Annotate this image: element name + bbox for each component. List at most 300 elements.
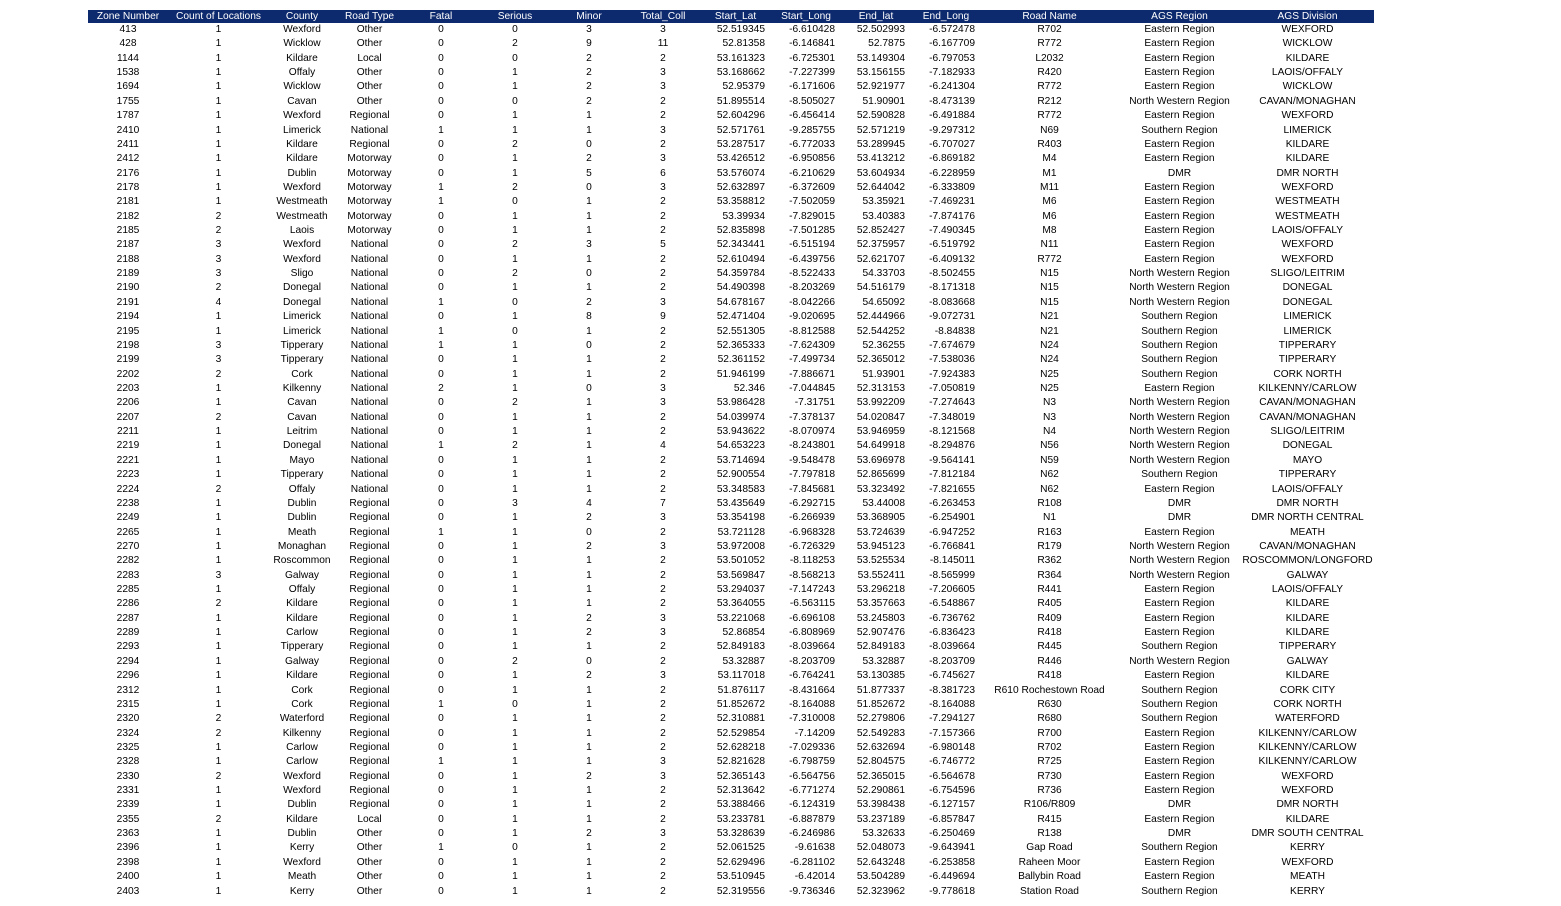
county-cell: Dublin	[287, 828, 317, 840]
header-total-coll[interactable]: Total_Coll	[626, 10, 700, 23]
fatal-cell: 0	[438, 641, 444, 653]
end-long-cell: -8.083668	[929, 296, 975, 308]
road-name-cell: R403	[1037, 138, 1062, 150]
count-cell: 1	[215, 526, 222, 538]
end-long-cell: -8.502455	[929, 268, 975, 280]
ags-region-cell: Eastern Region	[1144, 770, 1215, 782]
start-lat-cell: 53.576074	[716, 167, 765, 179]
serious-cell: 1	[512, 598, 518, 610]
total-coll-cell: 2	[660, 584, 666, 596]
count-cell: 1	[215, 440, 222, 452]
table-row[interactable]	[88, 439, 1374, 453]
start-lat-cell: 52.821628	[716, 756, 765, 768]
end-long-cell: -8.294876	[929, 440, 975, 452]
start-lat-cell: 54.678167	[716, 296, 765, 308]
start-lat-cell: 53.32887	[722, 655, 765, 667]
end-lat-cell: 52.544252	[856, 325, 905, 337]
count-cell: 1	[215, 741, 222, 753]
table-row[interactable]	[88, 80, 1374, 94]
ags-region-cell: Eastern Region	[1144, 81, 1215, 93]
start-lat-cell: 52.571761	[716, 124, 765, 136]
minor-cell: 1	[586, 842, 592, 854]
end-lat-cell: 52.849183	[856, 641, 905, 653]
end-lat-cell: 52.048073	[856, 842, 905, 854]
zone-number-cell: 2339	[116, 799, 140, 811]
total-coll-cell: 2	[660, 325, 666, 337]
table-row[interactable]	[88, 195, 1374, 209]
serious-cell: 1	[512, 713, 518, 725]
zone-number-cell: 2363	[116, 828, 140, 840]
ags-region-cell: North Western Region	[1129, 454, 1230, 466]
road-name-cell: R702	[1037, 741, 1062, 753]
county-cell: Kilkenny	[282, 727, 322, 739]
road-name-cell: R700	[1037, 727, 1062, 739]
start-long-cell: -9.285755	[789, 124, 835, 136]
start-lat-cell: 53.943622	[716, 426, 765, 438]
county-cell: Cavan	[287, 411, 317, 423]
road-type-cell: National	[350, 268, 389, 280]
zone-number-cell: 2331	[116, 785, 140, 797]
road-type-cell: Regional	[349, 569, 390, 581]
road-type-cell: National	[350, 296, 389, 308]
table-row[interactable]	[88, 698, 1374, 712]
county-cell: Roscommon	[273, 555, 331, 567]
start-lat-cell: 53.426512	[716, 153, 765, 165]
road-name-cell: R441	[1037, 584, 1062, 596]
end-long-cell: -6.869182	[929, 153, 975, 165]
count-cell: 1	[215, 95, 222, 107]
table-row[interactable]	[88, 138, 1374, 152]
start-long-cell: -9.736346	[789, 885, 835, 897]
start-lat-cell: 52.86854	[722, 627, 765, 639]
table-row[interactable]	[88, 37, 1374, 51]
total-coll-cell: 3	[660, 670, 666, 682]
table-row[interactable]	[88, 856, 1374, 870]
table-row[interactable]	[88, 109, 1374, 123]
table-row[interactable]	[88, 396, 1374, 410]
table-row[interactable]	[88, 712, 1374, 726]
table-row[interactable]	[88, 483, 1374, 497]
table-row[interactable]	[88, 669, 1374, 683]
table-row[interactable]	[88, 325, 1374, 339]
end-lat-cell: 53.323492	[856, 483, 905, 495]
start-lat-cell: 53.117018	[717, 670, 765, 682]
total-coll-cell: 2	[660, 411, 666, 423]
road-type-cell: National	[350, 325, 389, 337]
road-type-cell: Regional	[349, 526, 390, 538]
ags-region-cell: DMR	[1167, 497, 1192, 509]
total-coll-cell: 6	[660, 167, 666, 179]
serious-cell: 1	[512, 382, 518, 394]
table-row[interactable]	[88, 52, 1374, 66]
table-row[interactable]	[88, 310, 1374, 324]
end-lat-cell: 53.945123	[856, 540, 905, 552]
ags-division-cell: WICKLOW	[1282, 81, 1333, 93]
total-coll-cell: 2	[660, 469, 666, 481]
table-row[interactable]	[88, 382, 1374, 396]
count-cell: 1	[215, 311, 222, 323]
total-coll-cell: 2	[660, 110, 666, 122]
serious-cell: 1	[512, 799, 518, 811]
county-cell: Dublin	[287, 167, 317, 179]
road-name-cell: R772	[1037, 81, 1062, 93]
road-type-cell: Motorway	[347, 153, 392, 165]
zone-number-cell: 2219	[116, 440, 140, 452]
count-cell: 1	[215, 856, 222, 868]
end-lat-cell: 53.245803	[856, 612, 905, 624]
fatal-cell: 0	[438, 770, 444, 782]
ags-region-cell: Eastern Region	[1144, 756, 1215, 768]
table-row[interactable]	[88, 526, 1374, 540]
end-long-cell: -8.84838	[934, 325, 975, 337]
table-row[interactable]	[88, 684, 1374, 698]
serious-cell: 1	[512, 741, 518, 753]
end-lat-cell: 53.552411	[857, 569, 905, 581]
road-type-cell: Other	[356, 856, 383, 868]
fatal-cell: 0	[438, 483, 444, 495]
table-row[interactable]	[88, 655, 1374, 669]
count-cell: 1	[215, 81, 222, 93]
serious-cell: 1	[512, 354, 518, 366]
road-name-cell: R702	[1037, 24, 1062, 35]
end-long-cell: -8.145011	[929, 555, 975, 567]
table-row[interactable]	[88, 468, 1374, 482]
road-type-cell: National	[350, 354, 389, 366]
minor-cell: 1	[586, 411, 592, 423]
end-long-cell: -6.167709	[929, 38, 975, 50]
ags-region-cell: Southern Region	[1141, 325, 1218, 337]
start-lat-cell: 52.81358	[722, 38, 765, 50]
end-long-cell: -6.491884	[929, 110, 975, 122]
road-name-cell: R730	[1037, 770, 1062, 782]
end-long-cell: -8.164088	[929, 698, 975, 710]
table-row[interactable]	[88, 583, 1374, 597]
start-lat-cell: 52.361152	[717, 354, 765, 366]
total-coll-cell: 2	[660, 741, 666, 753]
table-row[interactable]	[88, 784, 1374, 798]
minor-cell: 1	[586, 756, 592, 768]
table-row[interactable]	[88, 411, 1374, 425]
header-fatal[interactable]: Fatal	[404, 10, 478, 23]
road-name-cell: N1	[1042, 512, 1057, 524]
county-cell: Wexford	[283, 253, 321, 265]
ags-division-cell: KILKENNY/CARLOW	[1258, 382, 1357, 394]
minor-cell: 1	[586, 397, 592, 409]
end-lat-cell: 53.696978	[856, 454, 905, 466]
end-lat-cell: 53.368905	[856, 512, 905, 524]
road-name-cell: N3	[1042, 411, 1057, 423]
ags-division-cell: WEXFORD	[1281, 785, 1334, 797]
road-type-cell: National	[350, 239, 389, 251]
fatal-cell: 0	[438, 627, 444, 639]
start-long-cell: -7.499734	[789, 354, 835, 366]
header-end-long[interactable]: End_Long	[911, 10, 981, 23]
minor-cell: 0	[586, 339, 592, 351]
table-row[interactable]	[88, 540, 1374, 554]
ags-division-cell: TIPPERARY	[1278, 469, 1337, 481]
serious-cell: 2	[512, 268, 518, 280]
ags-region-cell: Southern Region	[1141, 885, 1218, 897]
table-row[interactable]	[88, 612, 1374, 626]
table-row[interactable]	[88, 425, 1374, 439]
table-row[interactable]	[88, 167, 1374, 181]
zone-number-cell: 1694	[116, 81, 140, 93]
fatal-cell: 0	[438, 684, 444, 696]
end-long-cell: -6.754596	[929, 785, 975, 797]
county-cell: Dublin	[287, 799, 317, 811]
county-cell: Offaly	[288, 483, 316, 495]
table-row[interactable]	[88, 640, 1374, 654]
header-count-of-locations[interactable]: Count of Locations	[168, 10, 269, 23]
start-lat-cell: 53.972008	[716, 540, 765, 552]
county-cell: Tipperary	[280, 354, 324, 366]
end-lat-cell: 53.296218	[856, 584, 905, 596]
table-row[interactable]	[88, 23, 1374, 37]
fatal-cell: 0	[438, 210, 444, 222]
road-name-cell: Ballybin Road	[1018, 871, 1081, 883]
count-cell: 1	[215, 670, 222, 682]
table-row[interactable]	[88, 267, 1374, 281]
county-cell: Offaly	[288, 67, 316, 79]
county-cell: Donegal	[283, 282, 321, 294]
total-coll-cell: 2	[660, 684, 666, 696]
header-start-long[interactable]: Start_Long	[771, 10, 841, 23]
ags-region-cell: Southern Region	[1141, 354, 1218, 366]
table-row[interactable]	[88, 181, 1374, 195]
table-row[interactable]	[88, 813, 1374, 827]
minor-cell: 1	[586, 210, 592, 222]
header-county[interactable]: County	[269, 10, 335, 23]
ags-region-cell: Eastern Region	[1144, 210, 1215, 222]
count-cell: 1	[215, 512, 222, 524]
road-name-cell: R772	[1037, 253, 1062, 265]
count-cell: 1	[215, 454, 222, 466]
table-row[interactable]	[88, 885, 1374, 899]
minor-cell: 1	[586, 469, 592, 481]
count-cell: 1	[215, 842, 222, 854]
start-lat-cell: 53.569847	[716, 569, 765, 581]
table-row[interactable]	[88, 569, 1374, 583]
table-row[interactable]	[88, 124, 1374, 138]
table-row[interactable]	[88, 511, 1374, 525]
end-lat-cell: 52.313153	[856, 382, 905, 394]
road-type-cell: National	[350, 411, 389, 423]
count-cell: 1	[215, 555, 222, 567]
count-cell: 3	[215, 268, 222, 280]
road-type-cell: Regional	[349, 741, 390, 753]
start-long-cell: -6.210629	[789, 167, 835, 179]
table-row[interactable]	[88, 66, 1374, 80]
table-row[interactable]	[88, 770, 1374, 784]
total-coll-cell: 3	[660, 828, 666, 840]
header-road-type[interactable]: Road Type	[335, 10, 404, 23]
count-cell: 1	[215, 885, 222, 897]
total-coll-cell: 2	[660, 641, 666, 653]
table-row[interactable]	[88, 454, 1374, 468]
road-type-cell: Other	[356, 24, 383, 35]
table-row[interactable]	[88, 827, 1374, 841]
end-long-cell: -7.348019	[929, 411, 975, 423]
ags-division-cell: TIPPERARY	[1278, 339, 1337, 351]
road-name-cell: M6	[1042, 196, 1057, 208]
fatal-cell: 0	[438, 885, 444, 897]
start-lat-cell: 53.233781	[716, 813, 765, 825]
end-long-cell: -8.473139	[929, 95, 975, 107]
total-coll-cell: 2	[660, 885, 666, 897]
zone-number-cell: 2315	[116, 698, 140, 710]
serious-cell: 1	[512, 339, 518, 351]
start-lat-cell: 52.346	[733, 382, 765, 394]
road-name-cell: R405	[1037, 598, 1062, 610]
total-coll-cell: 2	[660, 856, 666, 868]
road-name-cell: R680	[1037, 713, 1062, 725]
table-row[interactable]	[88, 95, 1374, 109]
ags-region-cell: Eastern Region	[1144, 110, 1215, 122]
table-row[interactable]	[88, 741, 1374, 755]
minor-cell: 3	[586, 239, 592, 251]
count-cell: 2	[215, 225, 222, 237]
zone-number-cell: 2286	[116, 598, 140, 610]
start-lat-cell: 53.986428	[716, 397, 765, 409]
end-long-cell: -7.469231	[929, 196, 975, 208]
header-ags-division[interactable]: AGS Division	[1241, 10, 1374, 23]
total-coll-cell: 2	[660, 813, 666, 825]
zone-number-cell: 2249	[116, 512, 140, 524]
ags-division-cell: KILKENNY/CARLOW	[1258, 727, 1357, 739]
total-coll-cell: 3	[660, 153, 666, 165]
fatal-cell: 1	[438, 842, 444, 854]
collision-zones-table	[88, 10, 1374, 899]
start-long-cell: -6.372609	[789, 181, 835, 193]
header-minor[interactable]: Minor	[552, 10, 626, 23]
ags-division-cell: MAYO	[1292, 454, 1323, 466]
road-type-cell: Other	[356, 81, 383, 93]
ags-division-cell: MEATH	[1290, 526, 1325, 538]
table-row[interactable]	[88, 296, 1374, 310]
end-long-cell: -6.797053	[929, 52, 975, 64]
end-lat-cell: 52.907476	[856, 627, 905, 639]
ags-region-cell: Southern Region	[1141, 339, 1218, 351]
county-cell: Donegal	[283, 296, 321, 308]
table-row[interactable]	[88, 554, 1374, 568]
table-row[interactable]	[88, 755, 1374, 769]
ags-region-cell: Eastern Region	[1144, 813, 1215, 825]
total-coll-cell: 3	[660, 540, 666, 552]
road-type-cell: National	[350, 382, 389, 394]
header-road-name[interactable]: Road Name	[981, 10, 1118, 23]
table-row[interactable]	[88, 224, 1374, 238]
minor-cell: 1	[586, 555, 592, 567]
total-coll-cell: 3	[660, 296, 666, 308]
minor-cell: 0	[586, 268, 592, 280]
serious-cell: 2	[512, 440, 518, 452]
end-lat-cell: 53.149304	[856, 52, 905, 64]
header-zone-number[interactable]: Zone Number	[88, 10, 168, 23]
table-row[interactable]	[88, 238, 1374, 252]
table-row[interactable]	[88, 368, 1374, 382]
zone-number-cell: 2294	[116, 655, 140, 667]
minor-cell: 1	[586, 799, 592, 811]
ags-division-cell: LAOIS/OFFALY	[1271, 225, 1344, 237]
serious-cell: 1	[512, 785, 518, 797]
start-long-cell: -6.564756	[789, 770, 835, 782]
table-row[interactable]	[88, 152, 1374, 166]
start-lat-cell: 52.529854	[716, 727, 765, 739]
table-row[interactable]	[88, 841, 1374, 855]
start-long-cell: -8.203709	[789, 655, 835, 667]
minor-cell: 2	[586, 627, 592, 639]
end-long-cell: -7.821655	[929, 483, 975, 495]
road-type-cell: Regional	[349, 698, 390, 710]
header-end-lat[interactable]: End_lat	[841, 10, 911, 23]
table-row[interactable]	[88, 210, 1374, 224]
ags-region-cell: Southern Region	[1141, 469, 1218, 481]
end-long-cell: -6.766841	[929, 540, 975, 552]
fatal-cell: 0	[438, 253, 444, 265]
header-start-lat[interactable]: Start_Lat	[700, 10, 771, 23]
count-cell: 1	[215, 799, 222, 811]
minor-cell: 1	[586, 454, 592, 466]
table-row[interactable]	[88, 281, 1374, 295]
road-name-cell: N11	[1040, 239, 1059, 251]
count-cell: 1	[215, 469, 222, 481]
table-row[interactable]	[88, 870, 1374, 884]
county-cell: Kildare	[286, 813, 318, 825]
table-row[interactable]	[88, 339, 1374, 353]
road-type-cell: Regional	[349, 785, 390, 797]
serious-cell: 0	[512, 296, 518, 308]
ags-region-cell: Eastern Region	[1144, 38, 1215, 50]
county-cell: Westmeath	[276, 210, 328, 222]
total-coll-cell: 3	[660, 382, 666, 394]
minor-cell: 1	[586, 196, 592, 208]
end-lat-cell: 53.398438	[856, 799, 905, 811]
serious-cell: 1	[512, 612, 518, 624]
road-type-cell: Motorway	[347, 210, 392, 222]
table-row[interactable]	[88, 353, 1374, 367]
table-row[interactable]	[88, 253, 1374, 267]
table-row[interactable]	[88, 497, 1374, 511]
minor-cell: 0	[586, 181, 592, 193]
table-row[interactable]	[88, 798, 1374, 812]
zone-number-cell: 2203	[116, 382, 140, 394]
minor-cell: 1	[586, 354, 592, 366]
start-lat-cell: 53.294037	[716, 584, 765, 596]
ags-division-cell: KILDARE	[1285, 52, 1330, 64]
end-long-cell: -6.250469	[929, 828, 975, 840]
end-lat-cell: 54.33703	[862, 268, 905, 280]
end-long-cell: -7.294127	[929, 713, 975, 725]
ags-region-cell: North Western Region	[1129, 282, 1230, 294]
end-long-cell: -6.947252	[929, 526, 975, 538]
header-ags-region[interactable]: AGS Region	[1118, 10, 1241, 23]
total-coll-cell: 9	[660, 311, 666, 323]
start-long-cell: -8.812588	[789, 325, 835, 337]
table-row[interactable]	[88, 597, 1374, 611]
table-row[interactable]	[88, 727, 1374, 741]
end-lat-cell: 53.130385	[856, 670, 905, 682]
total-coll-cell: 5	[660, 239, 666, 251]
end-long-cell: -6.228959	[929, 167, 975, 179]
ags-division-cell: KILDARE	[1285, 153, 1330, 165]
ags-division-cell: KILKENNY/CARLOW	[1258, 756, 1357, 768]
road-name-cell: M8	[1042, 225, 1057, 237]
table-row[interactable]	[88, 626, 1374, 640]
ags-region-cell: Eastern Region	[1144, 138, 1215, 150]
header-serious[interactable]: Serious	[478, 10, 552, 23]
road-type-cell: Other	[356, 828, 383, 840]
ags-region-cell: North Western Region	[1129, 95, 1230, 107]
